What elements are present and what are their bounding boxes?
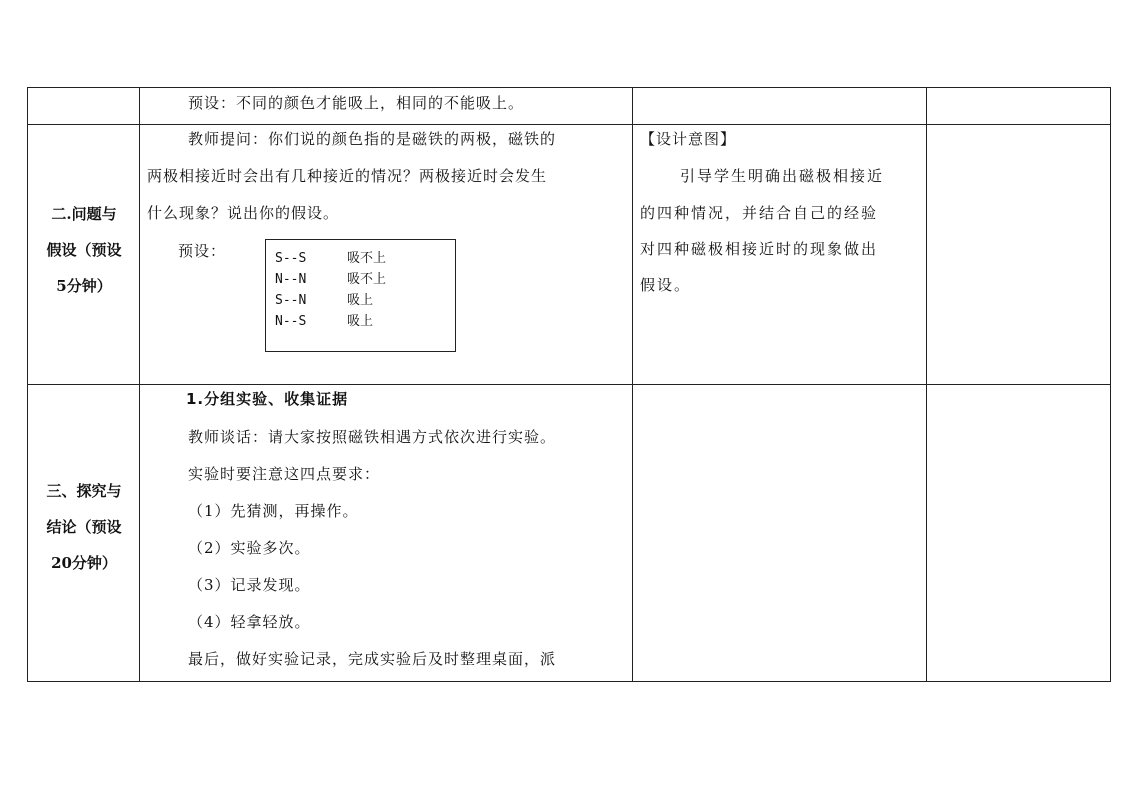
design-intent-line: 的四种情况，并结合自己的经验: [640, 204, 879, 222]
design-intent-title: 【设计意图】: [640, 130, 737, 148]
pole-result: 吸不上: [347, 272, 387, 287]
stage-label-problem-hypothesis: [28, 196, 140, 304]
experiment-line: （2）实验多次。: [188, 539, 311, 557]
pole-result: 吸上: [347, 293, 374, 308]
design-intent-line: 假设。: [640, 276, 692, 294]
table-right-border: [1110, 87, 1111, 682]
pole-pair: S--S: [275, 251, 307, 266]
experiment-line: 实验时要注意这四点要求：: [188, 465, 381, 483]
design-intent-line: 对四种磁极相接近时的现象做出: [640, 240, 879, 258]
teacher-question-line: 教师提问：你们说的颜色指的是磁铁的两极，磁铁的: [188, 130, 557, 148]
row-divider-1: [27, 124, 1111, 125]
hypothesis-row: [275, 289, 373, 308]
experiment-line: （3）记录发现。: [188, 576, 311, 594]
stage-line: 5分钟）: [56, 277, 112, 295]
experiment-line: 最后，做好实验记录，完成实验后及时整理桌面，派: [188, 650, 557, 668]
column-divider-3: [926, 87, 927, 682]
hypothesis-row: [275, 310, 373, 329]
pole-pair: S--N: [275, 293, 307, 308]
table-left-border: [27, 87, 28, 682]
column-divider-2: [632, 87, 633, 682]
design-intent-line: 引导学生明确出磁极相接近: [680, 167, 885, 185]
section-heading: 1.分组实验、收集证据: [186, 390, 349, 408]
pole-result: 吸上: [347, 314, 374, 329]
stage-label-explore-conclude: [28, 473, 140, 581]
experiment-line: （4）轻拿轻放。: [188, 613, 311, 631]
row-divider-2: [27, 384, 1111, 385]
table-top-border: [27, 87, 1111, 88]
experiment-line: 教师谈话：请大家按照磁铁相遇方式依次进行实验。: [188, 428, 557, 446]
stage-line: 假设（预设: [46, 241, 122, 259]
table-bottom-border: [27, 681, 1111, 682]
teacher-question-line: 什么现象？说出你的假设。: [147, 204, 340, 222]
stage-line: 三、探究与: [46, 482, 122, 500]
pole-pair: N--N: [275, 272, 307, 287]
hypothesis-row: [275, 268, 386, 287]
stage-line: 二.问题与: [51, 205, 117, 223]
column-divider-1: [139, 87, 140, 682]
pole-result: 吸不上: [347, 251, 387, 266]
experiment-line: （1）先猜测，再操作。: [188, 502, 359, 520]
row1-preset-text: 预设：不同的颜色才能吸上，相同的不能吸上。: [188, 94, 525, 112]
hypothesis-row: [275, 247, 386, 266]
pole-pair: N--S: [275, 314, 307, 329]
stage-line: 20分钟）: [51, 554, 117, 572]
preset-label: 预设：: [178, 242, 227, 260]
teacher-question-line: 两极相接近时会出有几种接近的情况？两极接近时会发生: [147, 167, 548, 185]
stage-line: 结论（预设: [46, 518, 122, 536]
hypothesis-box: [265, 239, 456, 352]
